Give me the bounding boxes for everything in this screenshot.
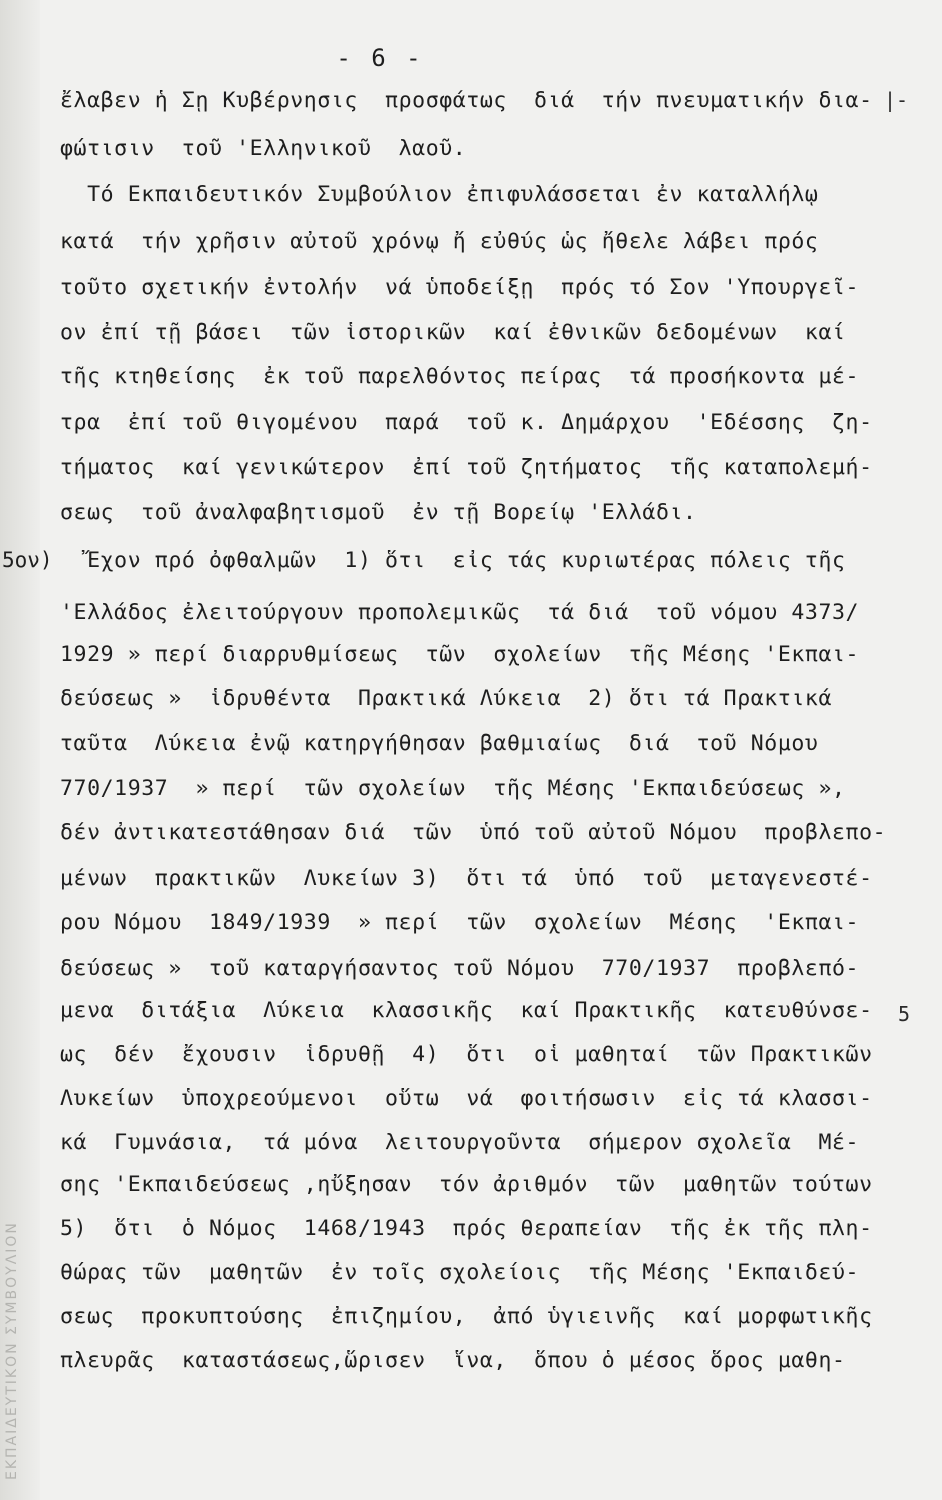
text-line: ως δέν ἔχουσιν ἱδρυθῇ 4) ὅτι οἱ μαθηταί τῶν Πρακτικῶν [60, 1042, 873, 1067]
text-line: κά Γυμνάσια, τά μόνα λειτουργοῦντα σήμερον σχολεῖα Μέ- [60, 1130, 860, 1155]
text-line: θώρας τῶν μαθητῶν ἐν τοῖς σχολείοις τῆς Μέσης 'Εκπαιδεύ- [60, 1260, 860, 1285]
text-line: 'Ελλάδος ἐλειτούργουν προπολεμικῶς τά διά τοῦ νόμου 4373/ [60, 600, 860, 625]
text-line: τήματος καί γενικώτερον ἐπί τοῦ ζητήματος τῆς καταπολεμή- [60, 455, 873, 480]
text-line: Ἔχον πρό ὀφθαλμῶν 1) ὅτι εἰς τάς κυριωτέρας πόλεις τῆς [60, 548, 846, 573]
text-line: ρου Νόμου 1849/1939 » περί τῶν σχολείων Μέσης 'Εκπαι- [60, 910, 860, 935]
text-line: πλευρᾶς καταστάσεως,ὥρισεν ἵνα, ὅπου ὁ μέσος ὅρος μαθη- [60, 1348, 846, 1373]
archive-stamp: ΕΚΠΑΙΔΕΥΤΙΚΟΝ ΣΥΜΒΟΥΛΙΟΝ [4, 1221, 20, 1480]
margin-mark: |- [884, 88, 909, 112]
text-line: Λυκείων ὑποχρεούμενοι οὕτω νά φοιτήσωσιν εἰς τά κλασσι- [60, 1086, 873, 1111]
section-label: 5ον) [2, 548, 53, 572]
text-line: κατά τήν χρῆσιν αὐτοῦ χρόνῳ ἤ εὐθύς ὡς ἤθελε λάβει πρός [60, 229, 819, 254]
text-line: μενα διτάξια Λύκεια κλασσικῆς καί Πρακτικῆς κατευθύνσε- [60, 998, 873, 1023]
text-line: δεύσεως » ἱδρυθέντα Πρακτικά Λύκεια 2) ὅτι τά Πρακτικά [60, 686, 833, 711]
text-line: δεύσεως » τοῦ καταργήσαντος τοῦ Νόμου 770/1937 προβλεπό- [60, 956, 860, 981]
text-line: τοῦτο σχετικήν ἐντολήν νά ὑποδείξῃ πρός τό Σον 'Υπουργεῖ- [60, 275, 860, 300]
text-line: σης 'Εκπαιδεύσεως ,ηὔξησαν τόν ἀριθμόν τῶν μαθητῶν τούτων [60, 1172, 873, 1197]
text-line: ον ἐπί τῇ βάσει τῶν ἱστορικῶν καί ἐθνικῶν δεδομένων καί [60, 320, 846, 345]
text-line: τρα ἐπί τοῦ θιγομένου παρά τοῦ κ. Δημάρχου 'Εδέσσης ζη- [60, 410, 873, 435]
text-line: ἔλαβεν ἡ Σῃ Κυβέρνησις προσφάτως διά τήν πνευματικήν δια- [60, 88, 873, 113]
text-line: σεως προκυπτούσης ἐπιζημίου, ἀπό ὑγιεινῆς καί μορφωτικῆς [60, 1304, 873, 1329]
text-line: 1929 » περί διαρρυθμίσεως τῶν σχολείων τῆς Μέσης 'Εκπαι- [60, 642, 860, 667]
text-line: Τό Εκπαιδευτικόν Συμβούλιον ἐπιφυλάσσεται ἐν καταλλήλῳ [60, 182, 819, 207]
text-line: φώτισιν τοῦ 'Ελληνικοῦ λαοῦ. [60, 136, 467, 161]
text-line: 770/1937 » περί τῶν σχολείων τῆς Μέσης 'Εκπαιδεύσεως », [60, 776, 846, 801]
text-line: δέν ἀντικατεστάθησαν διά τῶν ὑπό τοῦ αὐτοῦ Νόμου προβλεπο- [60, 820, 887, 845]
text-line: τῆς κτηθείσης ἐκ τοῦ παρελθόντος πείρας τά προσήκοντα μέ- [60, 364, 860, 389]
text-line: σεως τοῦ ἀναλφαβητισμοῦ ἐν τῇ Βορείῳ 'Ελλάδι. [60, 500, 697, 525]
page-number: - 6 - [336, 44, 424, 72]
text-line: μένων πρακτικῶν Λυκείων 3) ὅτι τά ὑπό τοῦ μεταγενεστέ- [60, 866, 873, 891]
text-line: ταῦτα Λύκεια ἐνῷ κατηργήθησαν βαθμιαίως διά τοῦ Νόμου [60, 731, 819, 756]
margin-mark: 5 [898, 1002, 911, 1026]
text-line: 5) ὅτι ὁ Νόμος 1468/1943 πρός θεραπείαν τῆς ἐκ τῆς πλη- [60, 1216, 873, 1241]
